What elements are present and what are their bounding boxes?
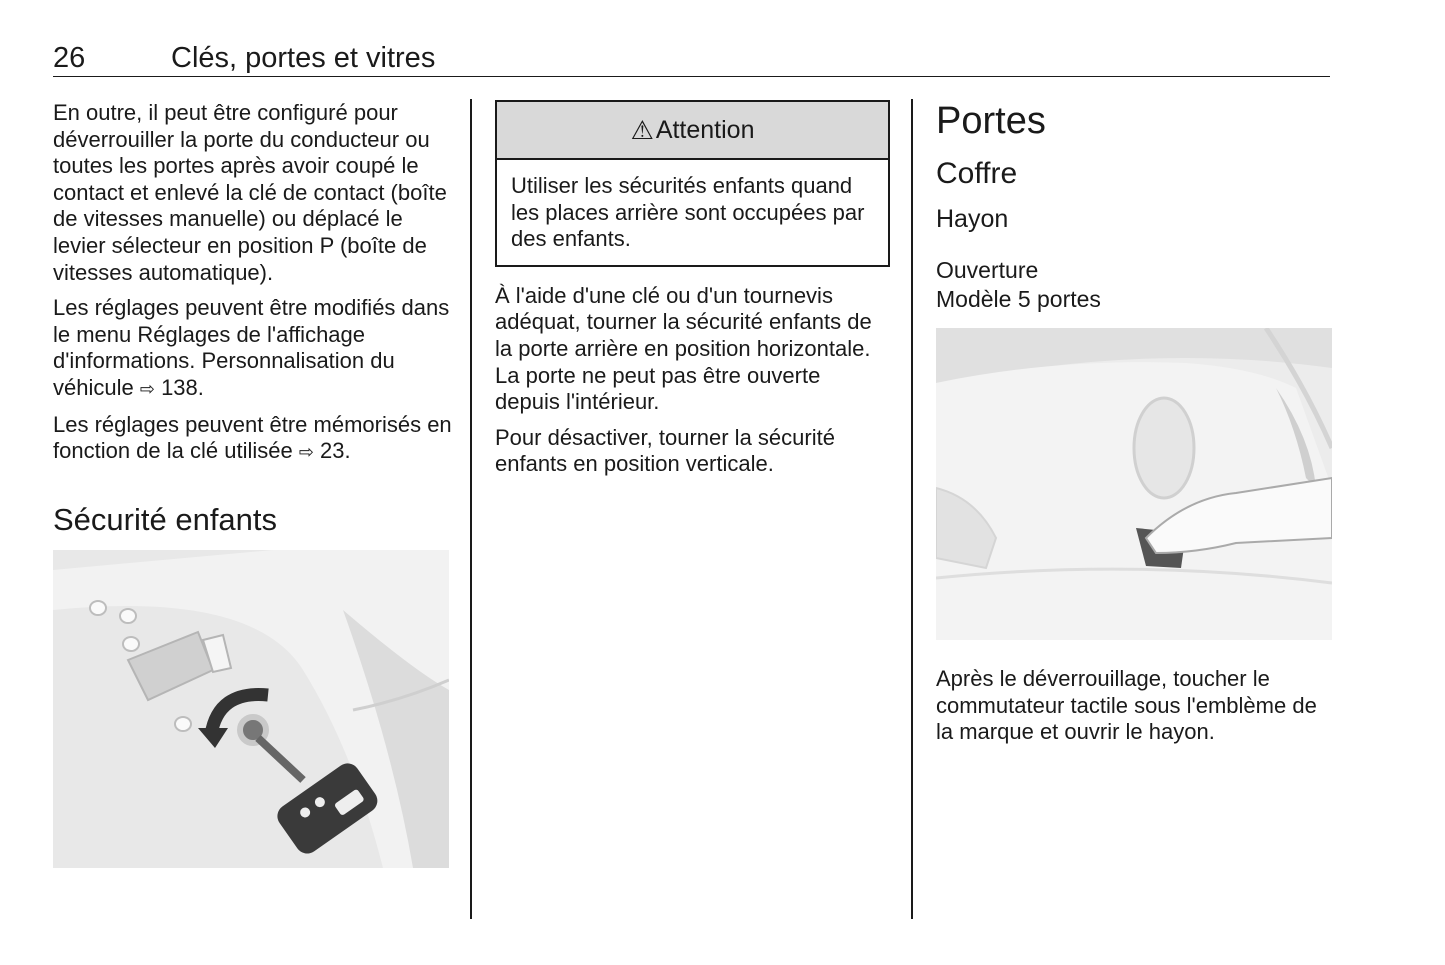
subsection-heading-trunk: Coffre [936,157,1018,190]
child-lock-illustration [53,550,449,868]
chapter-title: Clés, portes et vitres [171,42,436,74]
column-right [936,100,1331,755]
section-heading-doors: Portes [936,100,1046,142]
tailgate-illustration [936,328,1332,640]
paragraph-settings-menu: Les réglages peuvent être modifiés dans le menu Réglages de l'affichage d'informations. Personnalisation du véhicule ⇨ 138. [53,295,450,400]
warning-box [495,100,890,267]
paragraph-open-tailgate: Après le déverrouillage, toucher le commutateur tactile sous l'emblème de la marque et ouvrir le hayon. [936,666,1317,745]
column-left [53,100,453,868]
paragraph-activate-child-lock: À l'aide d'une clé ou d'un tournevis adéquat, tourner la sécurité enfants de la porte arrière en position horizontale. La porte ne peut pas être ouverte depuis l'intérieur. [495,282,872,415]
heading-5-door-model: Modèle 5 portes [936,286,1101,312]
warning-body: Utiliser les sécurités enfants quand les places arrière sont occupées par des enfants. [511,173,865,252]
paragraph-unlock-config: En outre, il peut être configuré pour déverrouiller la porte du conducteur ou toutes les portes après avoir coupé le contact et enlevé la clé de contact (boîte de vitesses manuelle) ou déplacé le levier sélecteur en position P (boîte de vitesses automatique). [53,100,447,285]
warning-title: Attention [655,115,755,144]
warning-triangle-icon: ⚠ [630,114,654,145]
heading-opening: Ouverture [936,257,1039,283]
page-reference-23[interactable]: 23. [320,438,351,464]
column-divider-2 [911,99,913,919]
page-header [53,40,1330,77]
reference-arrow-icon: ⇨ [139,378,155,399]
page-reference-138[interactable]: 138. [161,374,204,400]
paragraph-key-memory: Les réglages peuvent être mémorisés en fonction de la clé utilisée ⇨ 23. [53,411,452,464]
section-heading-child-lock: Sécurité enfants [53,501,278,537]
column-middle [495,100,890,487]
subsection-heading-tailgate: Hayon [936,205,1009,233]
column-divider-1 [470,99,472,919]
warning-header [497,102,888,160]
reference-arrow-icon: ⇨ [298,442,314,463]
paragraph-deactivate-child-lock: Pour désactiver, tourner la sécurité enfants en position verticale. [495,424,835,477]
page-number: 26 [53,42,86,74]
